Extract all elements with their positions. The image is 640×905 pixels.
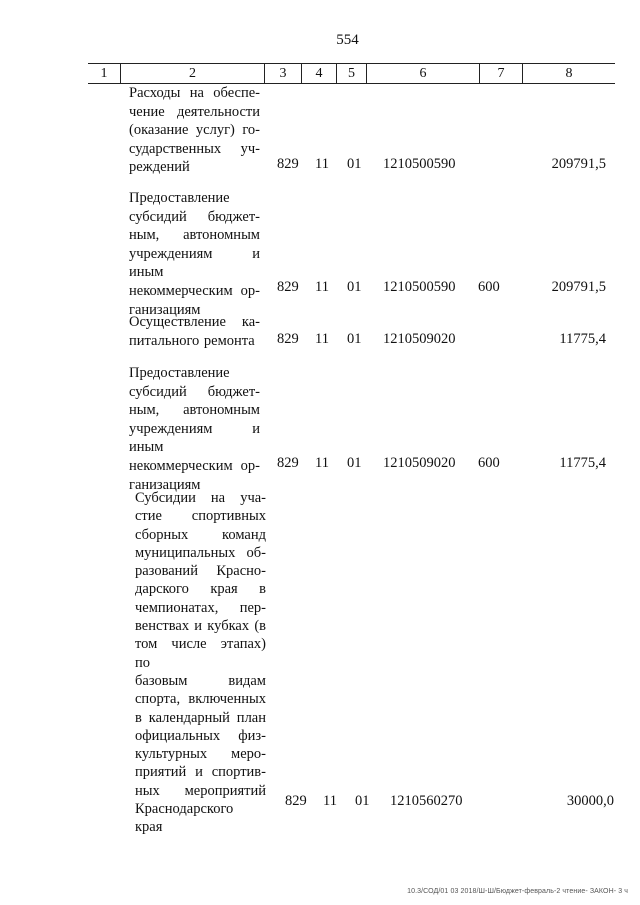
value-col-5: 01 [347,455,362,471]
value-col-3: 829 [277,331,299,347]
description-line: края [135,819,163,836]
value-col-4: 11 [315,331,329,347]
value-col-5: 01 [347,279,362,295]
value-col-4: 11 [315,279,329,295]
description-line: приятий и спортив- [135,764,266,781]
row-description [129,84,260,177]
description-line: Предоставление [129,365,230,381]
value-col-8: 11775,4 [559,331,606,347]
description-line: спорта, включенных [135,691,266,708]
description-line: сударственных уч- [129,140,260,157]
value-col-5: 01 [347,331,362,347]
description-line: учреждениям и иным [129,420,260,456]
description-line: в календарный план [135,709,266,726]
description-line: питального ремонта [129,332,255,349]
description-line: субсидий бюджет- [129,208,260,225]
description-line: стие спортивных [135,508,266,525]
description-line: культурных меро- [135,746,266,763]
description-line: Субсидии на уча- [135,490,266,506]
description-line: венствах и кубках (в [135,618,266,635]
description-line: некоммерческим ор- [129,457,260,474]
header-col-8: 8 [565,66,573,81]
value-col-6: 1210560270 [390,793,463,809]
value-col-7: 600 [478,455,500,471]
table-header-row [88,63,615,84]
row-description [129,189,260,319]
page-number: 554 [336,32,359,48]
value-col-7: 600 [478,279,500,295]
footer-document-code: 10.3/СОД/01 03 2018/Ш-Ш/Бюджет-февраль-2 чтение- ЗАКОН- 3 ч [407,888,628,895]
value-col-5: 01 [355,793,370,809]
value-col-6: 1210500590 [383,279,456,295]
description-line: Осуществление ка- [129,314,260,330]
description-line: том числе этапах) по [135,636,266,671]
description-line: субсидий бюджет- [129,383,260,400]
description-line: ным, автономным [129,227,260,244]
value-col-3: 829 [285,793,307,809]
header-col-4: 4 [302,64,337,83]
description-line: дарского края в [135,581,266,598]
value-col-4: 11 [315,455,329,471]
description-line: Краснодарского [135,801,234,818]
description-line: ных мероприятий [135,782,266,799]
description-line: чемпионатах, пер- [135,599,266,616]
description-line: учреждениям и иным [129,245,260,281]
header-col-1: 1 [88,64,121,83]
header-col-2: 2 [121,64,265,83]
description-line: официальных физ- [135,727,266,744]
description-line: муниципальных об- [135,544,266,561]
description-line: ганизациям [129,301,201,318]
description-line: базовым видам [135,672,266,689]
description-line: реждений [129,159,190,176]
description-line: Расходы на обеспе- [129,85,260,101]
value-col-8: 30000,0 [566,793,614,809]
header-col-5: 5 [337,64,367,83]
header-col-7: 7 [480,64,523,83]
value-col-6: 1210509020 [383,455,456,471]
value-col-3: 829 [277,156,299,172]
row-description [129,364,260,494]
description-line: некоммерческим ор- [129,282,260,299]
description-line: ным, автономным [129,402,260,419]
header-col-3: 3 [265,64,302,83]
value-col-8: 209791,5 [551,156,606,172]
description-line: ганизациям [129,476,201,493]
value-col-6: 1210500590 [383,156,456,172]
value-col-3: 829 [277,279,299,295]
header-col-6: 6 [367,64,480,83]
value-col-4: 11 [323,793,337,809]
description-line: (оказание услуг) го- [129,122,260,139]
description-line: сборных команд [135,526,266,543]
value-col-5: 01 [347,156,362,172]
description-line: разований Красно- [135,563,266,580]
value-col-8: 11775,4 [559,455,606,471]
description-line: Предоставление [129,190,230,206]
value-col-8: 209791,5 [551,279,606,295]
row-description [129,313,260,350]
value-col-4: 11 [315,156,329,172]
row-description [135,489,266,837]
value-col-3: 829 [277,455,299,471]
value-col-6: 1210509020 [383,331,456,347]
description-line: чение деятельности [129,103,260,120]
